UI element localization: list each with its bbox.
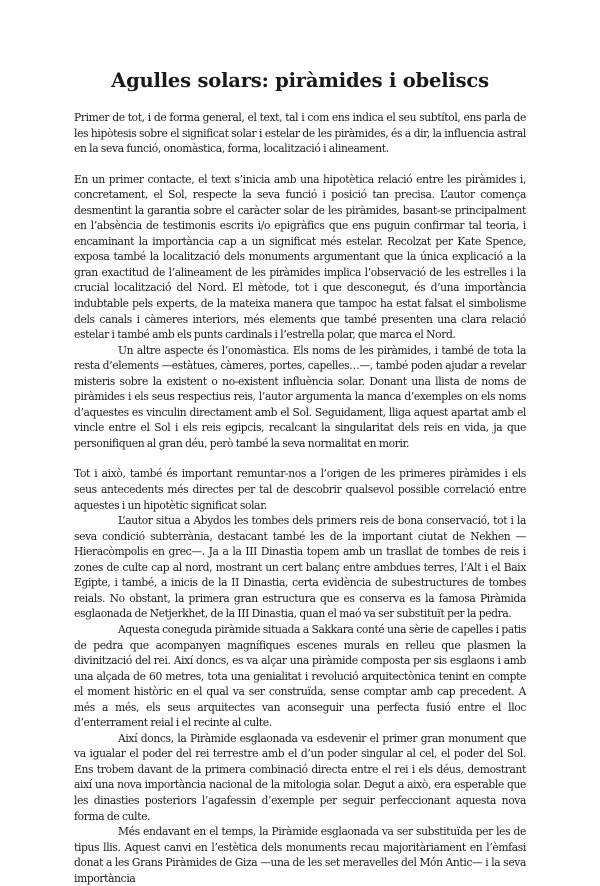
paragraph-abydos: L’autor situa a Abydos les tombes dels primers reis de bona conservació, tot i la seva condició subterrània, destacant també les de la important ciutat de Nekhen —Hieracòmpolis en grec—. Ja a la III Dinastia topem amb un trasllat de tombes de reis i zones de culte cap al nord, mostrant un cert balanç entre ambdues terres, l’Alt i el Baix Egipte, i també, a inicis de la II Dinastia, certa evidència de subestructures de tombes reials. No obstant, la primera gran estructura que es conserva es la famosa Piràmida esglaonada de Netjerkhet, de la III Dinastia, quan el maó va ser substituït per la pedra.	[74, 514, 526, 621]
paragraph-first-contact: En un primer contacte, el text s’inicia amb una hipotètica relació entre les piràmides i, concretament, el Sol, respecte la seva funció i posició tan precisa. L’autor comença desmentint la garantia sobre el caràcter solar de les piràmides, basant-se principalment en l’absència de testimonis escrits i/o epigràfics que ens puguin confirmar tal teoria, i encaminant la importància cap a un significat més estelar. Recolzat per Kate Spence, exposa també la localització dels monuments argumentant que la única explicació a la gran exactitud de l’alineament de les piràmides implica l’observació de les estrelles i la crucial localització del Nord. El mètode, tot i que desconegut, és d’una importància indubtable pels experts, de la mateixa manera que tampoc ha estat falsat el simbolisme dels canals i càmeres interiors, més elements que també presenten una clara relació estelar i també amb els punts cardinals i l’estrella polar, que marca el Nord.	[74, 172, 526, 342]
paragraph-origins: Tot i això, també és important remuntar-nos a l’origen de les primeres piràmides i els seus antecedents més directes per tal de descobrir qualsevol possible correlació entre aquestes i un hipotètic significat solar.	[74, 467, 526, 512]
paragraph-sakkara: Aquesta coneguda piràmide situada a Sakkara conté una sèrie de capelles i patis de pedra que acompanyen magnífiques escenes murals en relleu que plasmen la divinització del rei. Així doncs, es va alçar una piràmide composta per sis esglaons i amb una alçada de 60 metres, tota una genialitat i revolució arquitectònica tenint en compte el moment històric en el qual va ser construïda, sense comptar amb cap precedent. A més a més, els seus arquitectes van aconseguir una perfecta fusió entre el lloc d’enterrament reial i el recinte al culte.	[74, 622, 526, 730]
paragraph-smooth-pyramids: Més endavant en el temps, la Piràmide esglaonada va ser substituïda per les de tipus llis. Aquest canvi en l’estètica dels monuments recau majoritàriament en l’èmfasi donat a les Grans Piràmides de Giza —una de les set meravelles del Món Antic— i la seva importància	[74, 825, 526, 885]
paragraph-onomastics: Un altre aspecte és l’onomàstica. Els noms de les piràmides, i també de tota la resta d’elements —estàtues, càmeres, portes, capelles…—, també poden ajudar a revelar misteris sobre la existent o no-existent influència solar. Donant una llista de noms de piràmides i els seus respectius reis, l’autor argumenta la manca d’exemples on els noms d’aquestes es vinculin directament amb el Sol. Seguidament, lliga aquest apartat amb el vincle entre el Sol i els reis egipcis, recalcant la singularitat dels reis en vida, ja que personifiquen al gran déu, però també la seva normalitat en morir.	[74, 343, 526, 450]
document-page	[74, 68, 526, 886]
paragraph-intro: Primer de tot, i de forma general, el text, tal i com ens indica el seu subtítol, ens parla de les hipòtesis sobre el significat solar i estelar de les piràmides, és a dir, la influencia astral en la seva funció, onomàstica, forma, localització i alineament.	[74, 111, 526, 156]
paragraph-step-pyramid: Així doncs, la Piràmide esglaonada va esdevenir el primer gran monument que va igualar el poder del rei terrestre amb el d’un poder singular al cel, el poder del Sol. Ens trobem davant de la primera combinació directa entre el rei i els déus, demostrant així una nova importància nacional de la mitologia solar. Degut a això, era esperable que les dinasties posteriors l’agafessin d’exemple per seguir perfeccionant aquesta nova forma de culte.	[74, 731, 526, 823]
page-title: Agulles solars: piràmides i obeliscs	[111, 69, 489, 92]
